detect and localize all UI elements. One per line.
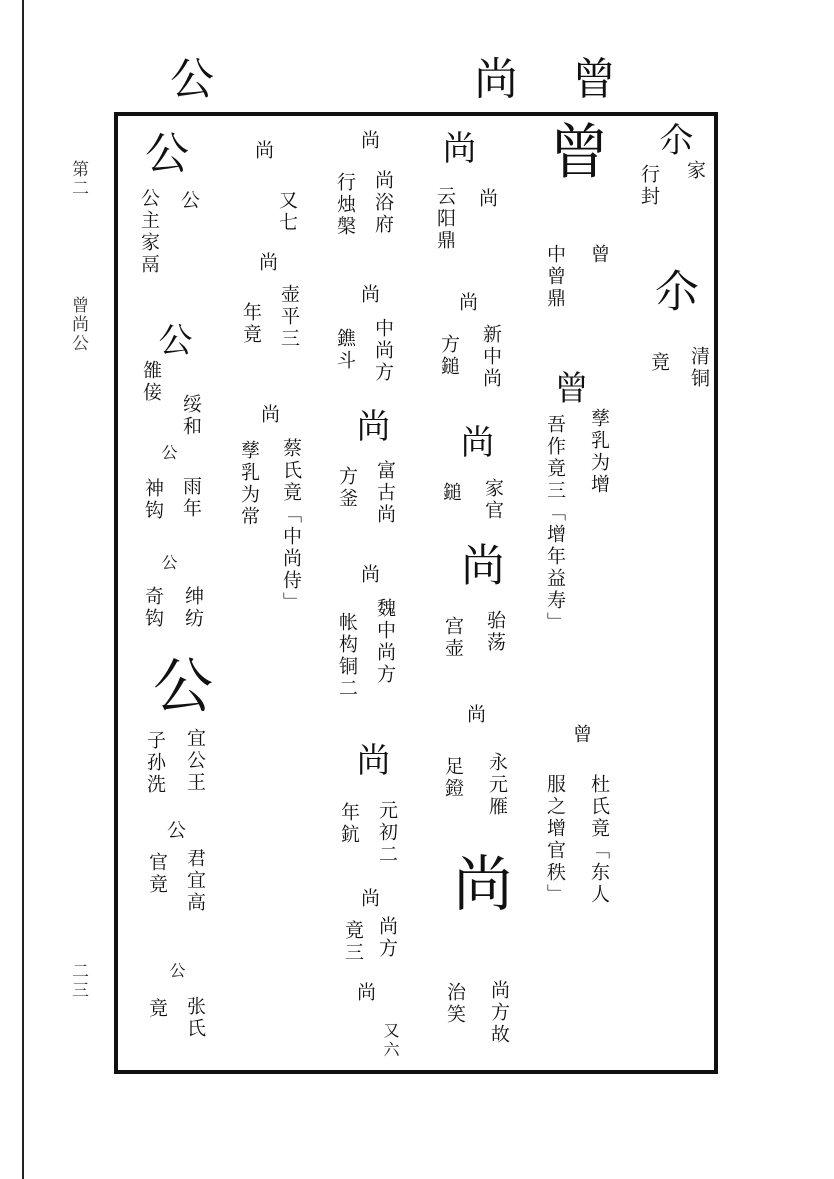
- seal-glyph: 尚: [258, 404, 280, 426]
- seal-glyph: 尚: [436, 130, 476, 164]
- seal-glyph: 尚: [358, 564, 380, 586]
- entry-source: 云阳鼎: [434, 186, 456, 252]
- entry-caption: 中尚方: [372, 318, 394, 384]
- entry-source: 鐎斗: [334, 328, 356, 372]
- left-margin-rule: [22, 0, 24, 1179]
- entry-caption: 尚方: [376, 916, 398, 960]
- entry-source: 吾作竟三「增年益寿」: [544, 414, 566, 634]
- chapter-label: 曾尚公: [68, 296, 88, 353]
- entry-source: 雒倿: [140, 360, 162, 404]
- entry-source: 治笑: [444, 982, 466, 1026]
- entry-source: 竟: [648, 352, 670, 374]
- seal-glyph: 尚: [350, 742, 390, 776]
- seal-glyph: 尚: [453, 542, 504, 586]
- entry-source: 行封: [638, 164, 660, 208]
- entry-label: 曾: [588, 244, 610, 266]
- seal-glyph: 公: [152, 322, 192, 356]
- entry-caption: 绅纺: [182, 586, 204, 630]
- volume-label: 第二: [68, 160, 88, 198]
- entry-caption: 张氏: [184, 996, 206, 1040]
- entry-caption: 永元雁: [486, 752, 508, 818]
- entry-caption: 尚浴府: [372, 170, 394, 236]
- seal-glyph: 曾: [548, 370, 588, 404]
- entry-source: 宫壶: [442, 616, 464, 660]
- entry-caption: 尚方故: [488, 980, 510, 1046]
- entry-caption: 清铜: [688, 346, 710, 390]
- entry-caption: 元初二: [376, 800, 398, 866]
- entry-caption: 家官: [482, 478, 504, 522]
- seal-glyph: 尚: [358, 888, 380, 910]
- seal-glyph: 尚: [350, 408, 390, 442]
- entry-source: 方釜: [336, 466, 358, 510]
- column-headers: [118, 50, 718, 116]
- entry-caption: 新中尚: [480, 324, 502, 390]
- seal-glyph: 公: [164, 820, 186, 842]
- seal-glyph: 尚: [456, 292, 478, 314]
- seal-glyph: 尚: [358, 284, 380, 306]
- header-gong: 公: [170, 54, 214, 105]
- entry-source: 年鈧: [338, 802, 360, 846]
- entry-caption: 骀荡: [484, 610, 506, 654]
- page-number: 二三: [68, 962, 88, 1000]
- entry-source: 公主家鬲: [138, 188, 160, 276]
- entry-source: 中曾鼎: [544, 244, 566, 310]
- entry-source: 服之增官秩」: [544, 774, 566, 906]
- entry-caption: 富古尚: [374, 460, 396, 526]
- entry-caption: 又六: [381, 1022, 400, 1060]
- seal-glyph: 尚: [358, 130, 380, 152]
- entry-source: 方鎚: [438, 334, 460, 378]
- entry-caption: 宜公王: [184, 728, 206, 794]
- entry-caption: 壶平三: [278, 284, 300, 350]
- seal-glyph: 尚: [354, 982, 376, 1004]
- seal-glyph: 尚: [454, 424, 494, 458]
- header-shang: 尚: [474, 54, 518, 105]
- entry-label: 又七: [276, 190, 298, 234]
- entry-caption: 杜氏竟「东人: [588, 774, 610, 906]
- entry-label: 尚: [476, 188, 498, 210]
- header-zeng: 曾: [572, 54, 616, 105]
- entry-source: 竟: [146, 998, 168, 1020]
- entry-source: 帐构铜二: [336, 612, 358, 700]
- seal-glyph: 公: [159, 444, 178, 463]
- seal-glyph: 尚: [443, 852, 513, 912]
- entry-caption: 孳乳为增: [588, 408, 610, 496]
- entry-source: 神钩: [142, 478, 164, 522]
- seal-glyph: 尚: [256, 252, 278, 274]
- seal-glyph: 公: [167, 962, 186, 981]
- seal-glyph: 曾: [570, 724, 592, 746]
- seal-glyph: 公: [137, 130, 188, 174]
- entry-source: 奇钩: [142, 586, 164, 630]
- entry-source: 官竟: [146, 852, 168, 896]
- entry-source: 竟三: [342, 920, 364, 964]
- entry-caption: 君宜高: [184, 848, 206, 914]
- entry-caption: 魏中尚方: [374, 598, 396, 686]
- seal-glyph: 尒: [653, 122, 693, 156]
- seal-glyph: 曾: [539, 120, 609, 180]
- entry-label: 公: [178, 190, 200, 212]
- entry-source: 鎚: [440, 482, 462, 504]
- seal-glyph: 尚: [464, 704, 486, 726]
- entry-label: 家: [684, 160, 706, 182]
- entry-source: 子孙洗: [144, 730, 166, 796]
- entry-source: 足鐙: [442, 756, 464, 800]
- entry-caption: 绥和: [180, 394, 202, 438]
- entry-caption: 蔡氏竟「中尚侍」: [280, 438, 302, 614]
- entry-source: 行烛槃: [334, 172, 356, 238]
- seal-glyph: 尚: [252, 140, 274, 162]
- entry-frame: [114, 112, 718, 1074]
- entry-source: 孳乳为常: [238, 440, 260, 528]
- seal-glyph: 公: [159, 554, 178, 573]
- entry-source: 年竟: [240, 302, 262, 346]
- entry-caption: 雨年: [180, 476, 202, 520]
- seal-glyph: 尒: [647, 268, 698, 312]
- seal-glyph: 公: [143, 654, 213, 714]
